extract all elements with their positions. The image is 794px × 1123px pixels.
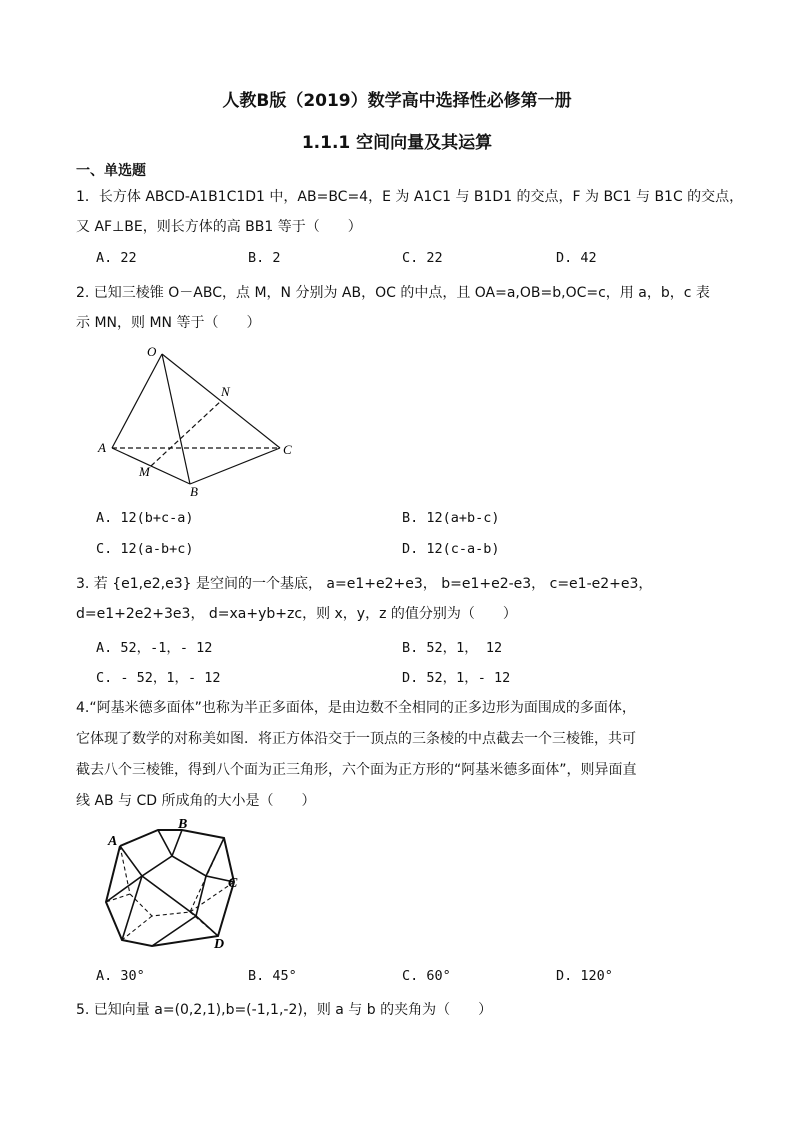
edge-oa <box>112 354 162 448</box>
question-3-option-a: A. 52，-1，- 12 <box>96 640 213 656</box>
label-a: A <box>98 440 106 455</box>
question-1-option-c: C. 22 <box>402 250 443 266</box>
question-4-option-a: A. 30° <box>96 968 145 984</box>
question-2-option-d: D. 12(c-a-b) <box>402 541 500 557</box>
visible-edge-5 <box>122 876 142 940</box>
question-1-line-1: 1．长方体 ABCD-A1B1C1D1 中，AB=BC=4，E 为 A1C1 与 B1D1 的交点，F 为 BC1 与 B1C 的交点， <box>76 189 744 205</box>
question-2-option-b: B. 12(a+b-c) <box>402 510 500 526</box>
question-3-line-2: d=e1+2e2+3e3， d=xa+yb+zc，则 x，y，z 的值分别为（ ） <box>76 606 517 622</box>
question-4-line-4: 线 AB 与 CD 所成角的大小是（ ） <box>76 793 316 809</box>
label-d: D <box>214 937 225 952</box>
question-2-option-a: A. 12(b+c-a) <box>96 510 194 526</box>
document-subtitle: 1.1.1 空间向量及其运算 <box>301 133 493 153</box>
question-2-line-1: 2. 已知三棱锥 O－ABC，点 M，N 分别为 AB，OC 的中点，且 OA=a,OB=b,OC=c，用 a，b，c 表 <box>76 285 710 301</box>
label-b: B <box>178 817 188 832</box>
cuboctahedron-figure <box>96 816 256 956</box>
question-1-option-b: B. 2 <box>248 250 281 266</box>
question-3-line-1: 3. 若 {e1,e2,e3} 是空间的一个基底， a=e1+e2+e3， b=e1+e2-e3， c=e1-e2+e3， <box>76 576 653 592</box>
question-2-option-c: C. 12(a-b+c) <box>96 541 194 557</box>
question-3-option-b: B. 52，1， 12 <box>402 640 503 656</box>
label-a: A <box>108 834 118 849</box>
hidden-edge-2 <box>106 894 130 902</box>
question-4-line-3: 截去八个三棱锥，得到八个面为正三角形，六个面为正方形的“阿基米德多面体”，则异面直 <box>76 762 637 778</box>
question-4-option-d: D. 120° <box>556 968 613 984</box>
label-n: N <box>221 384 230 399</box>
question-4-line-2: 它体现了数学的对称美如图．将正方体沿交于一顶点的三条棱的中点截去一个三棱锥，共可 <box>76 731 636 747</box>
label-c: C <box>283 442 292 457</box>
tetrahedron-figure <box>90 340 310 500</box>
visible-edge-1 <box>120 830 172 876</box>
label-o: O <box>147 344 157 359</box>
question-1-option-a: A. 22 <box>96 250 137 266</box>
question-3-option-c: C. - 52，1，- 12 <box>96 670 221 686</box>
edge-bc <box>190 448 280 484</box>
label-b: B <box>190 484 198 499</box>
question-4-line-1: 4.“阿基米德多面体”也称为半正多面体，是由边数不全相同的正多边形为面围成的多面体， <box>76 700 636 716</box>
question-4-option-c: C. 60° <box>402 968 451 984</box>
question-2-line-2: 示 MN，则 MN 等于（ ） <box>76 315 261 331</box>
section-heading: 一、单选题 <box>76 163 146 179</box>
document-title: 人教B版（2019）数学高中选择性必修第一册 <box>222 91 572 111</box>
label-m: M <box>139 464 150 479</box>
segment-mn <box>151 401 221 466</box>
label-c: C <box>228 876 238 891</box>
question-5-line-1: 5. 已知向量 a=(0,2,1),b=(-1,1,-2)，则 a 与 b 的夹角为（ ） <box>76 1002 493 1018</box>
question-1-option-d: D. 42 <box>556 250 597 266</box>
question-4-option-b: B. 45° <box>248 968 297 984</box>
question-3-option-d: D. 52，1，- 12 <box>402 670 511 686</box>
question-1-line-2: 又 AF⊥BE，则长方体的高 BB1 等于（ ） <box>76 219 362 235</box>
